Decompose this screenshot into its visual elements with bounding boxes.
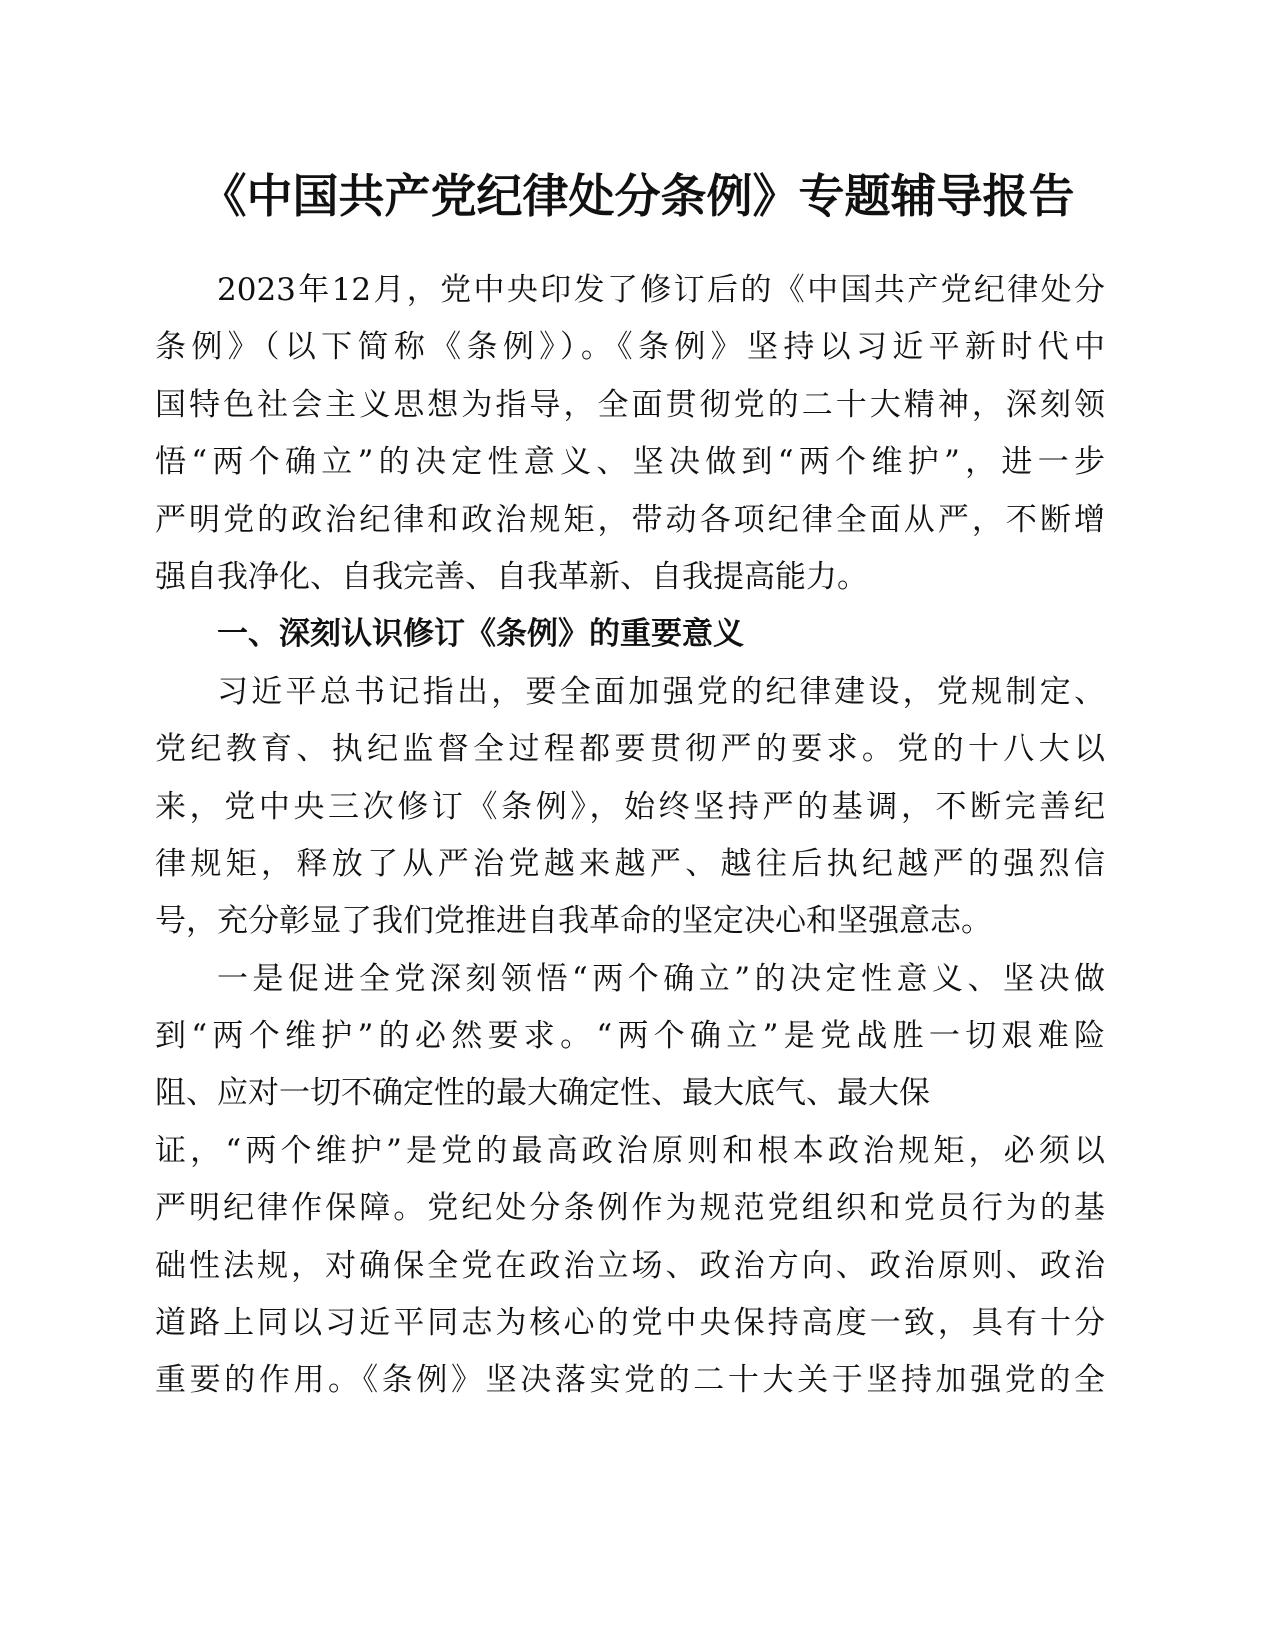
paragraph-line: 来，党中央三次修订《条例》，始终坚持严的基调，不断完善纪 xyxy=(155,788,1105,825)
document-title: 《中国共产党纪律处分条例》专题辅导报告 xyxy=(200,169,1075,223)
paragraph-line: 悟“两个确立”的决定性意义、坚决做到“两个维护”，进一步 xyxy=(155,444,1105,481)
paragraph-line: 一是促进全党深刻领悟“两个确立”的决定性意义、坚决做 xyxy=(217,960,1105,997)
paragraph-line: 国特色社会主义思想为指导，全面贯彻党的二十大精神，深刻领 xyxy=(155,386,1105,423)
paragraph-line: 号，充分彰显了我们党推进自我革命的坚定决心和坚强意志。 xyxy=(155,903,992,940)
document-body xyxy=(155,262,1105,1410)
paragraph-line: 党纪教育、执纪监督全过程都要贯彻严的要求。党的十八大以 xyxy=(155,731,1105,768)
section-heading: 一、深刻认识修订《条例》的重要意义 xyxy=(217,616,744,653)
paragraph-line: 到“两个维护”的必然要求。“两个确立”是党战胜一切艰难险 xyxy=(155,1018,1105,1055)
paragraph-line: 道路上同以习近平同志为核心的党中央保持高度一致，具有十分 xyxy=(155,1305,1105,1342)
paragraph-line: 严明党的政治纪律和政治规矩，带动各项纪律全面从严，不断增 xyxy=(155,501,1105,538)
paragraph-line: 律规矩，释放了从严治党越来越严、越往后执纪越严的强烈信 xyxy=(155,845,1105,882)
paragraph-line: 础性法规，对确保全党在政治立场、政治方向、政治原则、政治 xyxy=(155,1247,1105,1284)
paragraph-line: 强自我净化、自我完善、自我革新、自我提高能力。 xyxy=(155,558,868,595)
paragraph-line: 证，“两个维护”是党的最高政治原则和根本政治规矩，必须以 xyxy=(155,1132,1105,1169)
paragraph-line: 条例》（以下简称《条例》）。《条例》坚持以习近平新时代中 xyxy=(155,329,1105,366)
paragraph-line: 阻、应对一切不确定性的最大确定性、最大底气、最大保 xyxy=(155,1075,930,1112)
paragraph-line: 重要的作用。《条例》坚决落实党的二十大关于坚持加强党的全 xyxy=(155,1362,1105,1399)
paragraph-line: 习近平总书记指出，要全面加强党的纪律建设，党规制定、 xyxy=(217,673,1105,710)
paragraph-line: 2023年12月，党中央印发了修订后的《中国共产党纪律处分 xyxy=(217,272,1105,308)
paragraph-line: 严明纪律作保障。党纪处分条例作为规范党组织和党员行为的基 xyxy=(155,1190,1105,1227)
